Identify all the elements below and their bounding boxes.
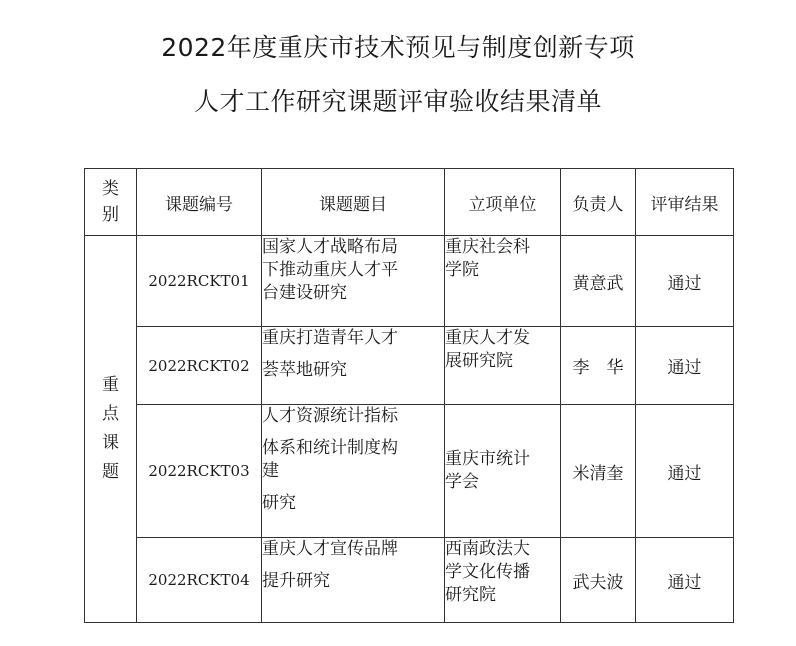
topic-title-line: 国家人才战略布局 (262, 237, 398, 257)
review-result: 通过 (636, 236, 734, 327)
topic-title (262, 236, 445, 327)
topic-code: 2022RCKT02 (137, 327, 262, 405)
topic-title-line: 台建设研究 (262, 283, 347, 303)
table-row (85, 538, 734, 623)
topic-title (262, 538, 445, 623)
topic-title-line: 重庆人才宣传品牌 (262, 539, 398, 559)
header-category (85, 169, 137, 236)
header-result: 评审结果 (636, 169, 734, 236)
header-unit: 立项单位 (445, 169, 561, 236)
project-unit-line: 重庆市统计 (445, 449, 530, 469)
project-unit-line: 学会 (445, 472, 479, 492)
topic-title-line: 人才资源统计指标 (262, 406, 398, 426)
topic-code: 2022RCKT03 (137, 405, 262, 538)
category-cell (85, 236, 137, 623)
header-category-char: 类 (102, 179, 119, 199)
project-unit-line: 西南政法大 (445, 539, 530, 559)
person-in-charge: 武夫波 (561, 538, 636, 623)
topic-title (262, 327, 445, 405)
result-table (84, 168, 734, 623)
topic-title-line: 重庆打造青年人才 (262, 328, 398, 348)
document-title-line2: 人才工作研究课题评审验收结果清单 (193, 87, 602, 116)
category-char: 点 (102, 404, 119, 424)
topic-code: 2022RCKT01 (137, 236, 262, 327)
topic-code: 2022RCKT04 (137, 538, 262, 623)
topic-title-line: 研究 (262, 493, 296, 513)
topic-title-line: 下推动重庆人才平 (262, 260, 398, 280)
header-topic: 课题题目 (262, 169, 445, 236)
project-unit-line: 学院 (445, 260, 479, 280)
topic-title-line: 提升研究 (262, 571, 330, 591)
document-title-line1: 2022年度重庆市技术预见与制度创新专项 (161, 33, 635, 62)
topic-title (262, 405, 445, 538)
project-unit (445, 236, 561, 327)
person-in-charge: 米清奎 (561, 405, 636, 538)
project-unit-line: 展研究院 (445, 351, 513, 371)
category-char: 课 (102, 433, 119, 453)
table-row (85, 405, 734, 538)
project-unit (445, 538, 561, 623)
project-unit-line: 学文化传播 (445, 562, 530, 582)
topic-title-line: 建 (262, 461, 279, 481)
category-char: 题 (102, 462, 119, 482)
review-result: 通过 (636, 538, 734, 623)
review-result: 通过 (636, 327, 734, 405)
person-in-charge: 黄意武 (561, 236, 636, 327)
project-unit (445, 327, 561, 405)
project-unit (445, 405, 561, 538)
header-category-char: 别 (102, 205, 119, 225)
category-char: 重 (102, 375, 119, 395)
table-row (85, 236, 734, 327)
topic-title-line: 体系和统计制度构 (262, 438, 398, 458)
header-person: 负责人 (561, 169, 636, 236)
project-unit-line: 重庆人才发 (445, 328, 530, 348)
project-unit-line: 研究院 (445, 585, 496, 605)
table-row (85, 327, 734, 405)
table-header-row (85, 169, 734, 236)
header-code: 课题编号 (137, 169, 262, 236)
topic-title-line: 荟萃地研究 (262, 360, 347, 380)
review-result: 通过 (636, 405, 734, 538)
person-in-charge: 李 华 (561, 327, 636, 405)
project-unit-line: 重庆社会科 (445, 237, 530, 257)
